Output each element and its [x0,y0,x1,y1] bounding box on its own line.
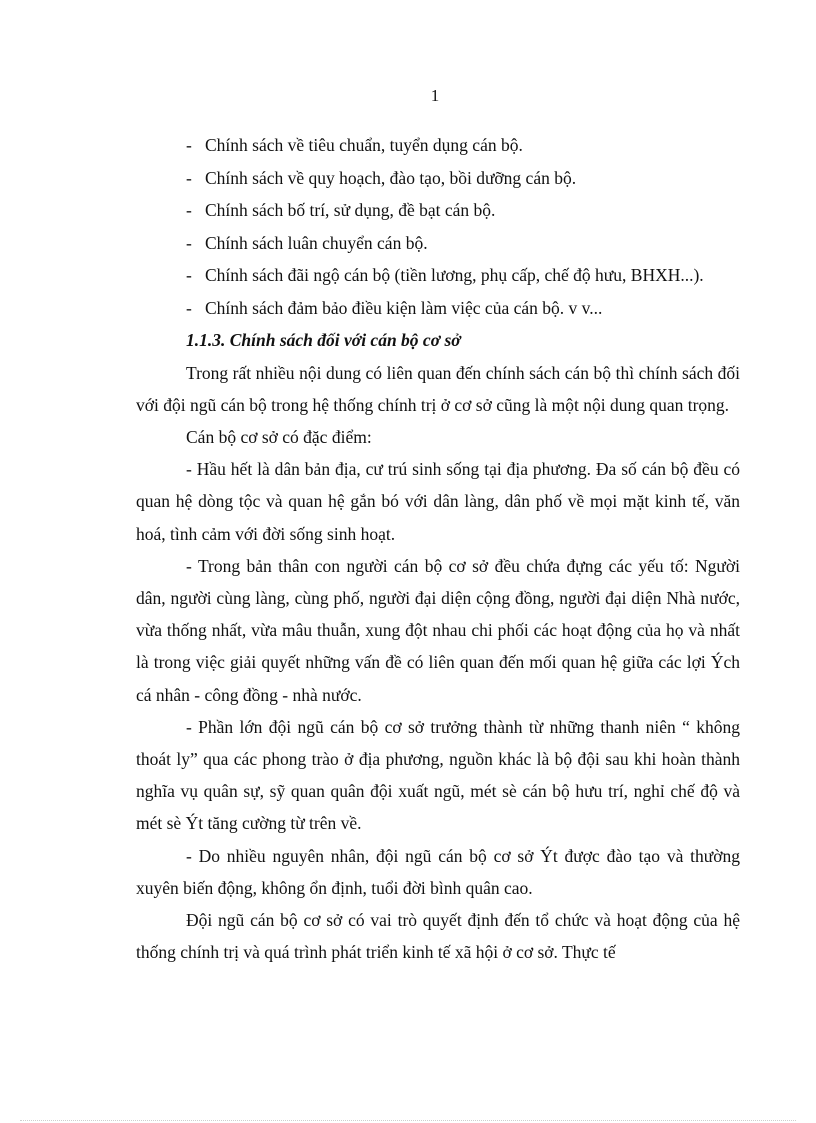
bullet-item [136,162,740,195]
bullet-text: Chính sách luân chuyển cán bộ. [205,232,428,253]
bullet-text: Chính sách đãi ngộ cán bộ (tiền lương, phụ cấp, chế độ hưu, BHXH...). [205,265,704,285]
page-bottom-rule [20,1120,796,1121]
paragraph: Cán bộ cơ sở có đặc điểm: [186,426,372,447]
bullet-item [136,292,740,325]
bullet-marker: - [186,232,192,253]
bullet-marker: - [186,200,192,220]
bullet-item [136,194,740,227]
paragraph: - Do nhiều nguyên nhân, đội ngũ cán bộ cơ sở Ýt được đào tạo và thường xuyên biến động, không ổn định, tuổi đời bình quân cao. [136,845,740,898]
document-body [136,129,740,968]
bullet-marker: - [186,265,192,285]
paragraph: Đội ngũ cán bộ cơ sở có vai trò quyết định đến tổ chức và hoạt động của hệ thống chính trị và quá trình phát triển kinh tế xã hội ở cơ sở. Thực tế [136,909,740,963]
bullet-marker: - [186,297,192,318]
page-number: 1 [430,86,440,105]
bullet-text: Chính sách đảm bảo điều kiện làm việc của cán bộ. v v... [205,297,603,318]
section-heading: 1.1.3. Chính sách đối với cán bộ cơ sở [186,330,461,350]
bullet-text: Chính sách về quy hoạch, đào tạo, bồi dưỡng cán bộ. [205,167,577,188]
bullet-item [136,259,740,292]
paragraph: - Hầu hết là dân bản địa, cư trú sinh sống tại địa phương. Đa số cán bộ đều có quan hệ dòng tộc và quan hệ gắn bó với dân làng, dân phố về mọi mặt kinh tế, văn hoá, tình cảm với đời sống sinh hoạt. [136,459,740,544]
paragraph: - Trong bản thân con người cán bộ cơ sở đều chứa đựng các yếu tố: Người dân, người cùng làng, cùng phố, người đại diện cộng đồng, người đại diện Nhà nước, vừa thống nhất, vừa mâu thuẫn, xung đột nhau chi phối các hoạt động của họ và nhất là trong việc giải quyết những vấn đề có liên quan đến mối quan hệ giữa các lợi Ých cá nhân - công đồng - nhà nước. [136,555,740,705]
bullet-item [136,129,740,162]
bullet-marker: - [186,167,192,188]
bullet-item [136,227,740,260]
paragraph: Trong rất nhiều nội dung có liên quan đến chính sách cán bộ thì chính sách đối với đội ngũ cán bộ trong hệ thống chính trị ở cơ sở cũng là một nội dung quan trọng. [136,362,740,415]
bullet-marker: - [186,135,192,155]
bullet-text: Chính sách về tiêu chuẩn, tuyển dụng cán bộ. [205,135,523,155]
paragraph: - Phần lớn đội ngũ cán bộ cơ sở trưởng thành từ những thanh niên “ không thoát ly” qua các phong trào ở địa phương, nguồn khác là bộ đội sau khi hoàn thành nghĩa vụ quân sự, sỹ quan quân đội xuất ngũ, mét sè cán bộ hưu trí, nghỉ chế độ và mét sè Ýt tăng cường từ trên về. [136,716,740,834]
bullet-text: Chính sách bố trí, sử dụng, đề bạt cán bộ. [205,200,496,220]
